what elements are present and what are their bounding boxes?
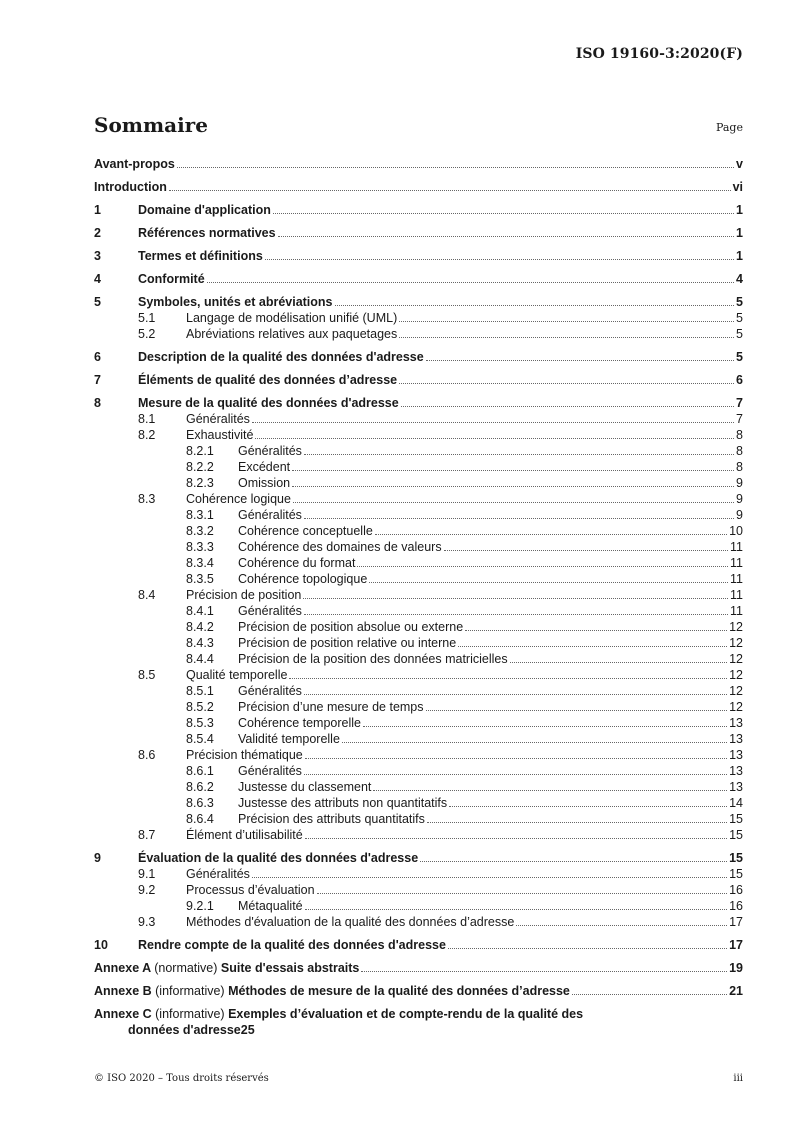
dot-leader [426, 699, 728, 711]
toc-entry-number: 8.3.2 [186, 524, 214, 538]
toc-entry-page: 16 [729, 899, 743, 913]
toc-entry[interactable] [94, 619, 743, 635]
toc-entry-number: 8.6.3 [186, 796, 214, 810]
toc-entry-number: 8.6.1 [186, 764, 214, 778]
annex-title-group [94, 983, 571, 999]
toc-entry-page: 12 [729, 652, 743, 666]
page-column-label: Page [715, 121, 743, 134]
dot-leader [510, 651, 728, 663]
toc-entry-title: Justesse du classement [238, 780, 372, 794]
toc-entry-page: 25 [240, 1023, 255, 1037]
toc-entry-number: 8.3.5 [186, 572, 214, 586]
annex-label: Annexe A [94, 961, 151, 975]
toc-entry-line [238, 619, 743, 635]
toc-entry[interactable] [94, 587, 743, 603]
toc-entry[interactable] [94, 779, 743, 795]
toc-entry-line [238, 651, 743, 667]
toc-entry-page: 12 [729, 684, 743, 698]
toc-entry-number: 8.1 [138, 412, 156, 426]
toc-entry-page: 15 [729, 851, 743, 865]
toc-entry-page: 13 [729, 732, 743, 746]
toc-entry-line [138, 937, 743, 953]
toc-entry-title: Précision de position relative ou interne [238, 636, 457, 650]
toc-entry-title: Abréviations relatives aux paquetages [186, 327, 398, 341]
toc-entry-line [138, 349, 743, 365]
annex-title: Méthodes de mesure de la qualité des données d’adresse [228, 984, 570, 998]
toc-entry[interactable] [94, 731, 743, 747]
toc-entry[interactable] [94, 699, 743, 715]
toc-entry-page: 9 [736, 476, 743, 490]
page-number: iii [733, 1073, 743, 1084]
toc-entry[interactable] [94, 202, 743, 218]
toc-entry-line [238, 811, 743, 827]
toc-entry-line [238, 683, 743, 699]
dot-leader [292, 459, 734, 471]
toc-entry-number: 8 [94, 396, 101, 410]
toc-entry[interactable] [94, 667, 743, 683]
annex-label: Annexe B [94, 984, 152, 998]
toc-entry-page: 17 [729, 938, 743, 952]
toc-entry-line [186, 310, 743, 326]
toc-entry[interactable] [94, 795, 743, 811]
toc-entry-page: 9 [736, 492, 743, 506]
toc-entry-title: Exhaustivité [186, 428, 254, 442]
toc-entry-page: 11 [730, 556, 743, 570]
toc-entry-number: 9.1 [138, 867, 156, 881]
toc-entry[interactable] [94, 715, 743, 731]
toc-entry-line [186, 491, 743, 507]
toc-entry-number: 8.7 [138, 828, 156, 842]
toc-entry-line [238, 539, 743, 555]
dot-leader [278, 225, 734, 237]
dot-leader [342, 731, 727, 743]
toc-entry-page: 11 [730, 604, 743, 618]
annex-title-line-2 [128, 1022, 743, 1038]
toc-entry[interactable] [94, 555, 743, 571]
toc-entry-title: Domaine d'application [138, 203, 271, 217]
toc-entry-number: 9.2 [138, 883, 156, 897]
toc-entry[interactable] [94, 683, 743, 699]
toc-entry[interactable] [94, 635, 743, 651]
toc-entry-title: Processus d’évaluation [186, 883, 315, 897]
toc-entry-title: Généralités [186, 867, 250, 881]
toc-entry-line [238, 523, 743, 539]
toc-entry-line [186, 326, 743, 342]
toc-entry-number: 8.6.2 [186, 780, 214, 794]
toc-entry-line [138, 225, 743, 241]
toc-entry-number: 8.6 [138, 748, 156, 762]
toc-entry-line [186, 587, 743, 603]
toc-entry-line [94, 179, 743, 195]
toc-entry-title: Avant-propos [94, 157, 175, 171]
annex-kind: (normative) [154, 961, 218, 975]
toc-entry-line [238, 898, 743, 914]
dot-leader [572, 983, 727, 995]
toc-entry-line [186, 411, 743, 427]
dot-leader [399, 372, 734, 384]
dot-leader [426, 349, 734, 361]
toc-entry-line [138, 271, 743, 287]
toc-entry-line [186, 667, 743, 683]
dot-leader [304, 443, 734, 455]
toc-entry-number: 5.2 [138, 327, 156, 341]
toc-entry[interactable] [94, 811, 743, 827]
toc-entry-number: 8.5.2 [186, 700, 214, 714]
toc-entry-page: 8 [736, 460, 743, 474]
toc-entry[interactable] [94, 271, 743, 287]
toc-entry-number: 9 [94, 851, 101, 865]
toc-entry-page: 12 [729, 620, 743, 634]
toc-entry-line [238, 459, 743, 475]
toc-entry-line [138, 372, 743, 388]
toc-entry[interactable] [94, 866, 743, 882]
toc-entry[interactable] [94, 882, 743, 898]
toc-entry-title: Évaluation de la qualité des données d'adresse [138, 851, 419, 865]
annex-label: Annexe C [94, 1007, 152, 1021]
toc-entry-line [238, 555, 743, 571]
toc-entry-page: 13 [729, 764, 743, 778]
toc-entry-page: 16 [729, 883, 743, 897]
toc-entry-page: 10 [729, 524, 743, 538]
toc-entry-page: 7 [736, 396, 743, 410]
toc-entry-title: Cohérence des domaines de valeurs [238, 540, 442, 554]
toc-entry-number: 8.5.4 [186, 732, 214, 746]
toc-entry[interactable] [94, 156, 743, 172]
toc-entry-page: 11 [730, 572, 743, 586]
toc-entry-title: Méthodes d'évaluation de la qualité des données d’adresse [186, 915, 515, 929]
toc-entry-page: 5 [736, 295, 743, 309]
toc-entry-number: 8.3 [138, 492, 156, 506]
toc-entry-page: 11 [730, 588, 743, 602]
dot-leader [303, 587, 728, 599]
toc-entry-title: Description de la qualité des données d'adresse [138, 350, 424, 364]
dot-leader [516, 914, 727, 926]
toc-header [94, 113, 743, 143]
toc-entry[interactable] [94, 459, 743, 475]
toc-annex-entry[interactable] [94, 960, 743, 976]
toc-entry-title: Références normatives [138, 226, 276, 240]
toc-entry-title: Termes et définitions [138, 249, 263, 263]
toc-entry-title: Validité temporelle [238, 732, 340, 746]
toc-entry-title: Généralités [186, 412, 250, 426]
toc-entry-title: Conformité [138, 272, 205, 286]
dot-leader [357, 555, 728, 567]
toc-entry-title: Généralités [238, 684, 302, 698]
dot-leader [265, 248, 734, 260]
toc-entry-title: Éléments de qualité des données d’adresse [138, 373, 398, 387]
toc-entry-number: 8.4.4 [186, 652, 214, 666]
toc-entry-title: Cohérence conceptuelle [238, 524, 373, 538]
toc-entry-title: Précision de la position des données matricielles [238, 652, 508, 666]
toc-entry-title: Précision de position [186, 588, 302, 602]
toc-entry-number: 8.2.2 [186, 460, 214, 474]
toc-entry-title: Rendre compte de la qualité des données d'adresse [138, 938, 446, 952]
toc-entry-page: 12 [729, 668, 743, 682]
dot-leader [207, 271, 734, 283]
toc-annex-entry[interactable] [94, 1006, 743, 1038]
annex-title: Suite d'essais abstraits [220, 961, 360, 975]
dot-leader [449, 795, 727, 807]
toc-entry-line [138, 395, 743, 411]
toc-entry-number: 9.2.1 [186, 899, 214, 913]
toc-entry[interactable] [94, 443, 743, 459]
dot-leader [401, 395, 734, 407]
dot-leader [444, 539, 728, 551]
toc-entry-page: 11 [730, 540, 743, 554]
dot-leader [399, 310, 734, 322]
toc-entry-line [238, 571, 743, 587]
toc-entry-line [238, 795, 743, 811]
toc-entry[interactable] [94, 179, 743, 195]
toc-entry-title: Généralités [238, 508, 302, 522]
toc-entry-title: Métaqualité [238, 899, 303, 913]
toc-entry-title: Généralités [238, 764, 302, 778]
toc-entry-page: 13 [729, 748, 743, 762]
dot-leader [169, 179, 731, 191]
dot-leader [317, 882, 728, 894]
toc-entry-number: 9.3 [138, 915, 156, 929]
toc-entry-title: Cohérence du format [238, 556, 356, 570]
toc-entry-title: Précision des attributs quantitatifs [238, 812, 425, 826]
dot-leader [335, 294, 735, 306]
toc-entry[interactable] [94, 827, 743, 843]
annex-kind: (informative) [155, 1007, 225, 1021]
toc-entry-page: 8 [736, 444, 743, 458]
toc-entry-number: 8.3.4 [186, 556, 214, 570]
toc-entry-page: 12 [729, 700, 743, 714]
toc-entry-page: 13 [729, 716, 743, 730]
toc-entry-number: 8.4.3 [186, 636, 214, 650]
copyright-notice: © ISO 2020 – Tous droits réservés [94, 1073, 269, 1084]
dot-leader [465, 619, 727, 631]
toc-entry-page: 5 [736, 350, 743, 364]
toc-entry-line [238, 779, 743, 795]
toc-entry[interactable] [94, 427, 743, 443]
annex-title-group [94, 960, 360, 976]
toc-entry-title: Élément d’utilisabilité [186, 828, 303, 842]
toc-entry-page: 19 [729, 961, 743, 975]
toc-entry-title: Précision de position absolue ou externe [238, 620, 464, 634]
toc-entry-title: Langage de modélisation unifié (UML) [186, 311, 398, 325]
toc-title: Sommaire [94, 113, 208, 137]
toc-entry-line [238, 443, 743, 459]
toc-entry-page: 1 [736, 226, 743, 240]
toc-entry-line [138, 294, 743, 310]
annex-kind: (informative) [155, 984, 225, 998]
toc-entry-title: Précision d’une mesure de temps [238, 700, 424, 714]
toc-entry-line [94, 983, 743, 999]
toc-entry-page: 12 [729, 636, 743, 650]
toc-entry-line [138, 202, 743, 218]
dot-leader [399, 326, 734, 338]
table-of-contents [94, 156, 743, 1038]
toc-entry-page: 6 [736, 373, 743, 387]
dot-leader [289, 667, 727, 679]
dot-leader [363, 715, 727, 727]
dot-leader [305, 827, 727, 839]
toc-entry-title: Cohérence temporelle [238, 716, 361, 730]
toc-entry-line [186, 866, 743, 882]
toc-entry-number: 8.6.4 [186, 812, 214, 826]
toc-entry[interactable] [94, 225, 743, 241]
dot-leader [305, 898, 727, 910]
toc-entry[interactable] [94, 763, 743, 779]
dot-leader [304, 507, 734, 519]
annex-title-line-1 [94, 1006, 743, 1022]
toc-entry-line [238, 507, 743, 523]
toc-entry-line [238, 475, 743, 491]
toc-entry[interactable] [94, 747, 743, 763]
toc-entry-page: 14 [729, 796, 743, 810]
toc-entry-number: 8.4 [138, 588, 156, 602]
dot-leader [252, 866, 727, 878]
dot-leader [375, 523, 727, 535]
toc-entry-line [186, 427, 743, 443]
toc-entry-line [94, 960, 743, 976]
toc-entry-page: vi [732, 180, 743, 194]
toc-entry-page: 5 [736, 311, 743, 325]
toc-entry[interactable] [94, 349, 743, 365]
dot-leader [273, 202, 734, 214]
toc-entry-page: 5 [736, 327, 743, 341]
toc-entry-page: 15 [729, 867, 743, 881]
toc-entry-number: 8.2.3 [186, 476, 214, 490]
toc-entry-title: Justesse des attributs non quantitatifs [238, 796, 448, 810]
toc-entry-title: Généralités [238, 604, 302, 618]
toc-entry[interactable] [94, 571, 743, 587]
toc-annex-entry[interactable] [94, 983, 743, 999]
toc-entry[interactable] [94, 914, 743, 930]
dot-leader [373, 779, 727, 791]
toc-entry[interactable] [94, 507, 743, 523]
toc-entry-number: 8.5 [138, 668, 156, 682]
toc-entry-title: Excédent [238, 460, 291, 474]
dot-leader [304, 763, 727, 775]
standard-identifier: ISO 19160-3:2020(F) [575, 46, 743, 62]
toc-entry[interactable] [94, 603, 743, 619]
toc-entry-number: 7 [94, 373, 101, 387]
toc-entry-line [238, 763, 743, 779]
toc-entry-line [138, 850, 743, 866]
toc-entry[interactable] [94, 326, 743, 342]
dot-leader [177, 156, 734, 168]
toc-entry-number: 8.2.1 [186, 444, 214, 458]
dot-leader [304, 683, 727, 695]
toc-entry-number: 5 [94, 295, 101, 309]
toc-entry-number: 10 [94, 938, 108, 952]
toc-entry-number: 1 [94, 203, 101, 217]
toc-entry-line [186, 827, 743, 843]
toc-entry-page: 7 [736, 412, 743, 426]
dot-leader [458, 635, 727, 647]
dot-leader [420, 850, 727, 862]
dot-leader [448, 937, 727, 949]
toc-entry[interactable] [94, 850, 743, 866]
dot-leader [304, 603, 728, 615]
dot-leader [361, 960, 727, 972]
toc-entry-number: 5.1 [138, 311, 156, 325]
toc-entry-page: 13 [729, 780, 743, 794]
toc-entry-title: Cohérence logique [186, 492, 291, 506]
toc-entry-line [238, 731, 743, 747]
toc-entry-title: Précision thématique [186, 748, 303, 762]
dot-leader [255, 427, 734, 439]
toc-entry[interactable] [94, 937, 743, 953]
toc-entry[interactable] [94, 248, 743, 264]
toc-entry-line [94, 156, 743, 172]
toc-entry-line [238, 715, 743, 731]
toc-entry[interactable] [94, 651, 743, 667]
toc-entry-page: 4 [736, 272, 743, 286]
toc-entry-number: 8.3.1 [186, 508, 214, 522]
toc-entry-number: 2 [94, 226, 101, 240]
toc-entry-page: 15 [729, 828, 743, 842]
toc-entry-page: 9 [736, 508, 743, 522]
toc-entry[interactable] [94, 539, 743, 555]
toc-entry[interactable] [94, 372, 743, 388]
toc-entry-title: Généralités [238, 444, 302, 458]
toc-entry-number: 3 [94, 249, 101, 263]
toc-entry-line [238, 635, 743, 651]
toc-entry-page: v [736, 157, 743, 171]
toc-entry-title: Qualité temporelle [186, 668, 288, 682]
toc-entry-title: Mesure de la qualité des données d'adresse [138, 396, 399, 410]
toc-entry-number: 4 [94, 272, 101, 286]
toc-entry-title: Omission [238, 476, 291, 490]
toc-entry-number: 8.3.3 [186, 540, 214, 554]
toc-entry[interactable] [94, 475, 743, 491]
toc-entry[interactable] [94, 294, 743, 310]
toc-entry-page: 8 [736, 428, 743, 442]
toc-entry-page: 17 [729, 915, 743, 929]
toc-entry-number: 6 [94, 350, 101, 364]
dot-leader [427, 811, 727, 823]
dot-leader [293, 491, 734, 503]
toc-entry-line [238, 699, 743, 715]
toc-entry-number: 8.4.1 [186, 604, 214, 618]
toc-entry-page: 1 [736, 249, 743, 263]
toc-entry[interactable] [94, 395, 743, 411]
toc-entry-page: 1 [736, 203, 743, 217]
toc-entry-line [186, 914, 743, 930]
toc-entry-number: 8.2 [138, 428, 156, 442]
toc-entry[interactable] [94, 523, 743, 539]
dot-leader [369, 571, 728, 583]
toc-entry-line [138, 248, 743, 264]
toc-entry[interactable] [94, 411, 743, 427]
dot-leader [252, 411, 734, 423]
toc-entry-line [186, 747, 743, 763]
toc-entry-title: Cohérence topologique [238, 572, 368, 586]
toc-entry-line [186, 882, 743, 898]
toc-entry[interactable] [94, 310, 743, 326]
annex-title-continued: données d'adresse [128, 1023, 241, 1037]
toc-entry-line [238, 603, 743, 619]
dot-leader [292, 475, 734, 487]
toc-entry-title: Symboles, unités et abréviations [138, 295, 333, 309]
toc-entry-number: 8.4.2 [186, 620, 214, 634]
dot-leader [305, 747, 727, 759]
toc-entry-number: 8.5.3 [186, 716, 214, 730]
toc-entry-number: 8.5.1 [186, 684, 214, 698]
toc-entry[interactable] [94, 491, 743, 507]
toc-entry-title: Introduction [94, 180, 167, 194]
annex-title: Exemples d’évaluation et de compte-rendu de la qualité des [228, 1007, 584, 1021]
toc-entry-page: 21 [729, 984, 743, 998]
toc-entry[interactable] [94, 898, 743, 914]
toc-entry-page: 15 [729, 812, 743, 826]
